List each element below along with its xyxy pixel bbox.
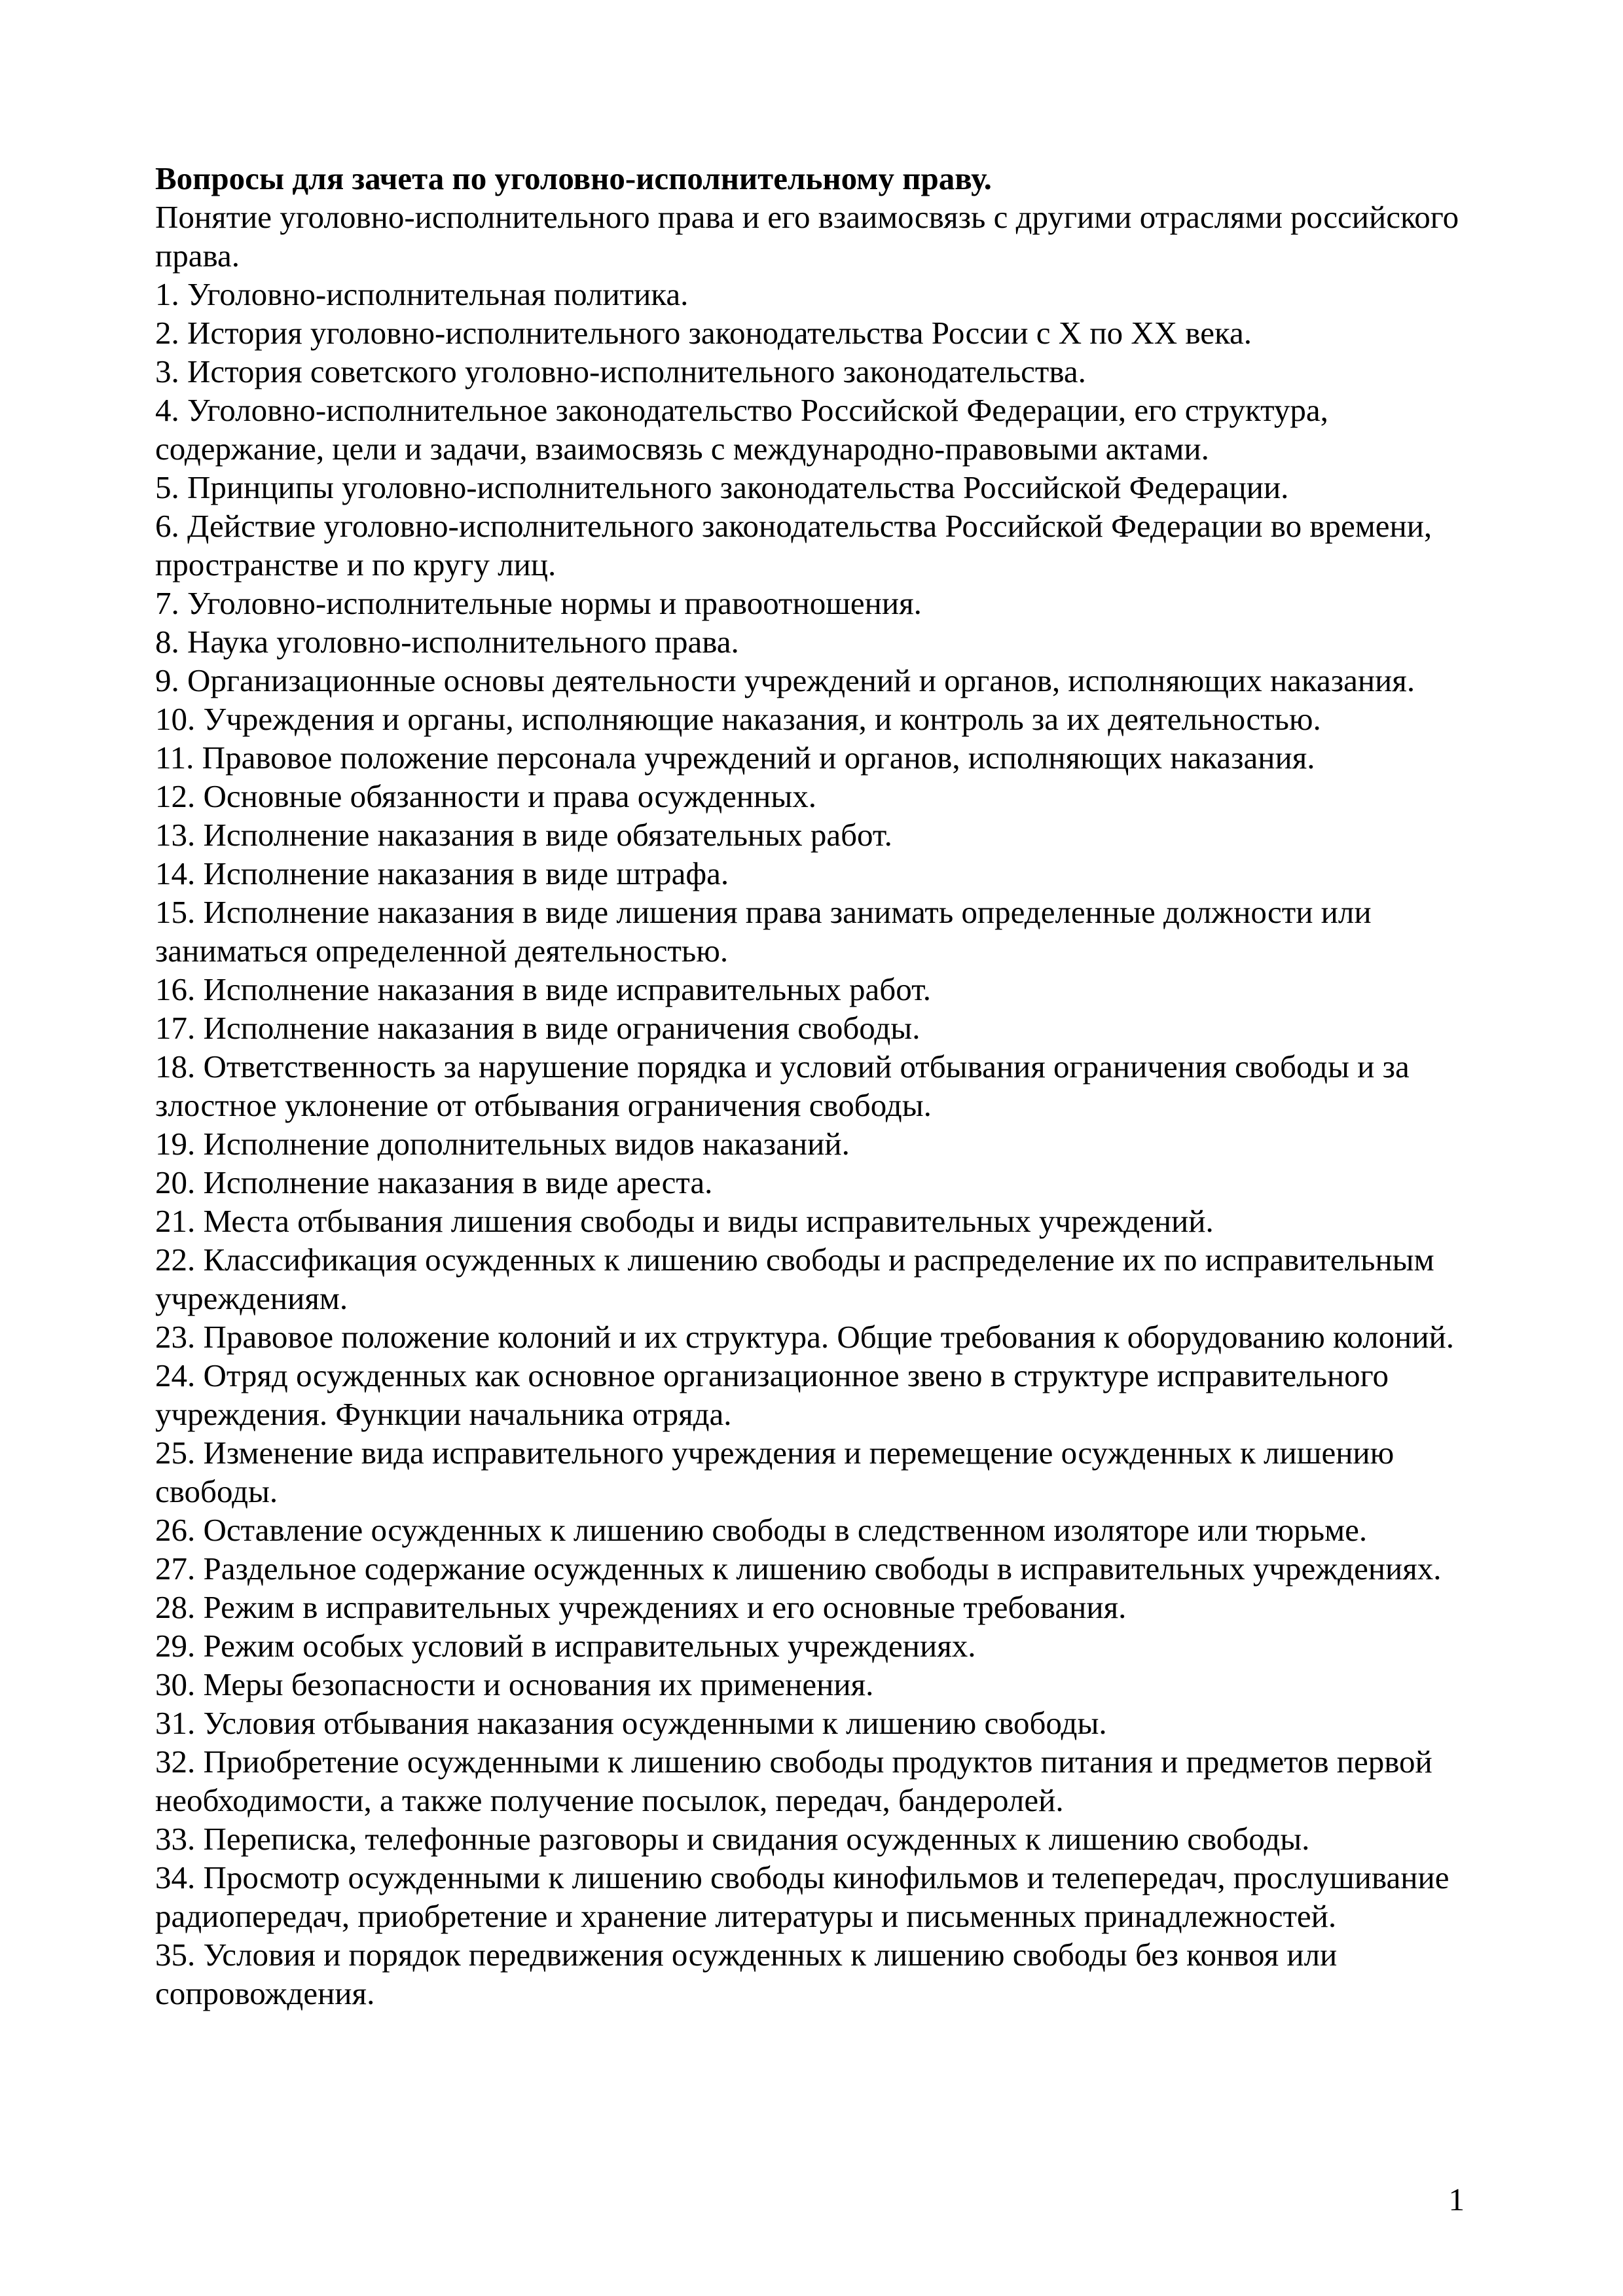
question-item: 35. Условия и порядок передвижения осужденных к лишению свободы без конвоя или сопровождения. (155, 1937, 1338, 2011)
question-item: 12. Основные обязанности и права осужденных. (155, 778, 817, 814)
question-item: 14. Исполнение наказания в виде штрафа. (155, 855, 729, 891)
question-item: 33. Переписка, телефонные разговоры и свидания осужденных к лишению свободы. (155, 1821, 1310, 1857)
question-item: 26. Оставление осужденных к лишению свободы в следственном изоляторе или тюрьме. (155, 1512, 1368, 1548)
question-item: 27. Раздельное содержание осужденных к лишению свободы в исправительных учреждениях. (155, 1551, 1442, 1587)
question-item: 30. Меры безопасности и основания их применения. (155, 1666, 874, 1702)
document-content (155, 159, 1471, 2013)
document-title: Вопросы для зачета по уголовно-исполнительному праву. (155, 160, 992, 196)
question-item: 13. Исполнение наказания в виде обязательных работ. (155, 817, 892, 853)
question-item: 8. Наука уголовно-исполнительного права. (155, 624, 739, 660)
question-item: 16. Исполнение наказания в виде исправительных работ. (155, 971, 932, 1007)
question-item: 3. История советского уголовно-исполнительного законодательства. (155, 353, 1086, 389)
question-item: 29. Режим особых условий в исправительных учреждениях. (155, 1628, 976, 1664)
question-item: 6. Действие уголовно-исполнительного законодательства Российской Федерации во времени, пространстве и по кругу лиц. (155, 508, 1432, 583)
question-item: 20. Исполнение наказания в виде ареста. (155, 1164, 713, 1200)
question-item: 4. Уголовно-исполнительное законодательство Российской Федерации, его структура, содержание, цели и задачи, взаимосвязь с международно-правовыми актами. (155, 392, 1328, 467)
question-item: 1. Уголовно-исполнительная политика. (155, 276, 689, 312)
question-item: 23. Правовое положение колоний и их структура. Общие требования к оборудованию колоний. (155, 1319, 1455, 1355)
question-item: 5. Принципы уголовно-исполнительного законодательства Российской Федерации. (155, 469, 1289, 505)
question-item: 25. Изменение вида исправительного учреждения и перемещение осужденных к лишению свободы. (155, 1435, 1395, 1509)
question-item: 18. Ответственность за нарушение порядка и условий отбывания ограничения свободы и за злостное уклонение от отбывания ограничения свободы. (155, 1049, 1410, 1123)
question-item: 17. Исполнение наказания в виде ограничения свободы. (155, 1010, 921, 1046)
question-item: 34. Просмотр осужденными к лишению свободы кинофильмов и телепередач, прослушивание радиопередач, приобретение и хранение литературы и письменных принадлежностей. (155, 1859, 1450, 1934)
question-item: 11. Правовое положение персонала учреждений и органов, исполняющих наказания. (155, 740, 1315, 776)
page-number: 1 (1448, 2181, 1465, 2217)
question-item: 24. Отряд осужденных как основное организационное звено в структуре исправительного учреждения. Функции начальника отряда. (155, 1357, 1389, 1432)
question-list (155, 275, 1471, 2013)
question-item: 10. Учреждения и органы, исполняющие наказания, и контроль за их деятельностью. (155, 701, 1321, 737)
intro-paragraph: Понятие уголовно-исполнительного права и его взаимосвязь с другими отраслями российского права. (155, 199, 1459, 274)
question-item: 22. Классификация осужденных к лишению свободы и распределение их по исправительным учреждениям. (155, 1242, 1434, 1316)
question-item: 15. Исполнение наказания в виде лишения права занимать определенные должности или заниматься определенной деятельностью. (155, 894, 1372, 969)
question-item: 21. Места отбывания лишения свободы и виды исправительных учреждений. (155, 1203, 1214, 1239)
question-item: 32. Приобретение осужденными к лишению свободы продуктов питания и предметов первой необходимости, а также получение посылок, передач, бандеролей. (155, 1744, 1432, 1818)
question-item: 28. Режим в исправительных учреждениях и его основные требования. (155, 1589, 1127, 1625)
question-item: 7. Уголовно-исполнительные нормы и правоотношения. (155, 585, 922, 621)
question-item: 9. Организационные основы деятельности учреждений и органов, исполняющих наказания. (155, 662, 1415, 698)
question-item: 2. История уголовно-исполнительного законодательства России с X по XX века. (155, 315, 1252, 351)
question-item: 31. Условия отбывания наказания осужденными к лишению свободы. (155, 1705, 1107, 1741)
question-item: 19. Исполнение дополнительных видов наказаний. (155, 1126, 850, 1162)
